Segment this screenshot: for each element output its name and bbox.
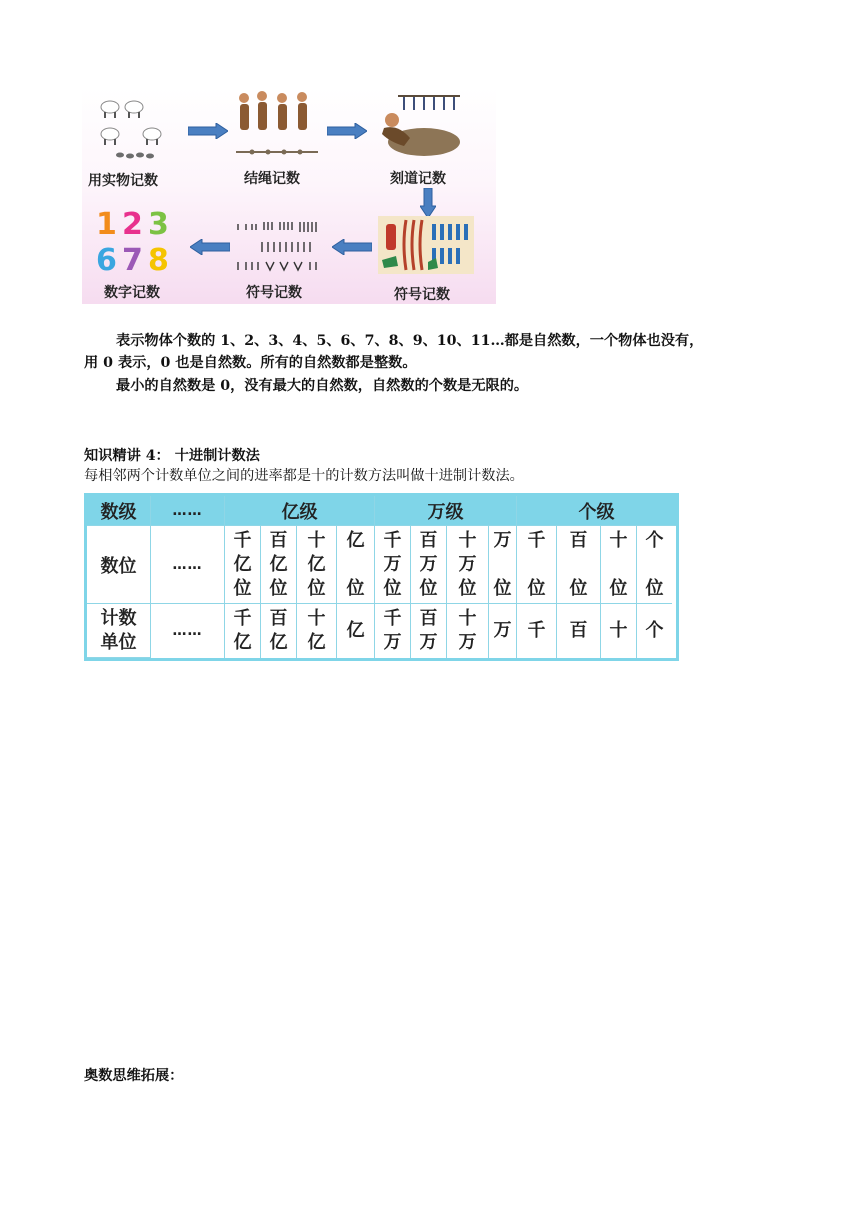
- unit-row-label: 计数 单位: [87, 604, 151, 658]
- knowledge4-description: 每相邻两个计数单位之间的进率都是十的计数方法叫做十进制计数法。: [84, 468, 524, 484]
- knotted-rope-people-icon: [232, 88, 322, 162]
- counting-unit-cell: 千 万: [375, 604, 411, 658]
- stage-label-objects: 用实物记数: [88, 173, 158, 189]
- carving-marks-icon: [374, 90, 466, 160]
- goats-stones-icon: [90, 92, 180, 162]
- place-value-table: [84, 493, 679, 661]
- digit-place-cell: 百 亿 位: [261, 526, 297, 604]
- digit-row-label: 数位: [87, 526, 151, 604]
- olympiad-heading: 奥数思维拓展：: [84, 1068, 184, 1084]
- digit-place-cell: 十 亿 位: [297, 526, 337, 604]
- natural-numbers-paragraph-line2: 用 0 表示，0 也是自然数。所有的自然数都是整数。: [84, 355, 417, 371]
- header-ge-level: 个级: [517, 496, 676, 526]
- digit-place-cell: 亿 位: [337, 526, 375, 604]
- arrow-right-icon: [188, 123, 228, 143]
- counting-unit-cell: 百: [557, 604, 601, 658]
- digit-place-cell: 万 位: [489, 526, 517, 604]
- digit-place-cell: 千 位: [517, 526, 557, 604]
- stage-label-carving: 刻道记数: [390, 171, 446, 187]
- digit-glyph: 3: [148, 207, 169, 242]
- digit-glyph: 8: [148, 243, 169, 278]
- counting-unit-cell: 个: [645, 620, 664, 641]
- counting-unit-cell: 百 亿: [261, 604, 297, 658]
- natural-numbers-paragraph-line1: 表示物体个数的 1、2、3、4、5、6、7、8、9、10、11…都是自然数，一个物体也没有，: [116, 333, 704, 349]
- counting-unit-cell: 十 亿: [297, 604, 337, 658]
- stage-label-knotted-rope: 结绳记数: [244, 171, 300, 187]
- header-dots: ……: [151, 496, 225, 526]
- digit-row-dots: ……: [151, 526, 225, 604]
- unit-row-dots: ……: [151, 604, 225, 658]
- counting-unit-cell: 亿: [337, 604, 375, 658]
- counting-unit-cell: 百 万: [411, 604, 447, 658]
- counting-unit-cell: 千 亿: [225, 604, 261, 658]
- header-wan-level: 万级: [375, 496, 517, 526]
- counting-history-figure: [82, 88, 496, 304]
- colorful-digits-icon: [94, 206, 178, 278]
- counting-unit-cell: 千: [517, 604, 557, 658]
- digit-place-cell: 千 万 位: [375, 526, 411, 604]
- counting-unit-cell: 十: [601, 604, 637, 658]
- digit-place-cell: 十 位: [601, 526, 637, 604]
- digit-glyph: 7: [122, 243, 143, 278]
- knowledge4-heading: 知识精讲 4： 十进制计数法: [84, 448, 260, 464]
- stage-label-hieroglyph: 符号记数: [394, 287, 450, 303]
- smallest-natural-paragraph: 最小的自然数是 0，没有最大的自然数，自然数的个数是无限的。: [116, 378, 529, 394]
- digit-place-cell: 千 亿 位: [225, 526, 261, 604]
- digit-glyph: 2: [122, 207, 143, 242]
- digit-place-cell: 个 位: [637, 526, 672, 604]
- header-yi-level: 亿级: [225, 496, 375, 526]
- stage-label-tally: 符号记数: [246, 285, 302, 301]
- arrow-left-icon: [332, 239, 372, 259]
- arrow-right-icon: [327, 123, 367, 143]
- counting-unit-cell: 万: [489, 604, 517, 658]
- digit-place-cell: 十 万 位: [447, 526, 489, 604]
- digit-glyph: 1: [96, 207, 117, 242]
- digit-place-cell: 百 位: [557, 526, 601, 604]
- digit-place-cell: 百 万 位: [411, 526, 447, 604]
- egyptian-hieroglyph-icon: [378, 216, 474, 274]
- arrow-left-icon: [190, 239, 230, 259]
- counting-unit-cell: 十 万: [447, 604, 489, 658]
- stage-label-digits: 数字记数: [104, 285, 160, 301]
- header-level-label: 数级: [87, 496, 151, 526]
- tally-symbols-icon: [232, 216, 328, 274]
- digit-glyph: 6: [96, 243, 117, 278]
